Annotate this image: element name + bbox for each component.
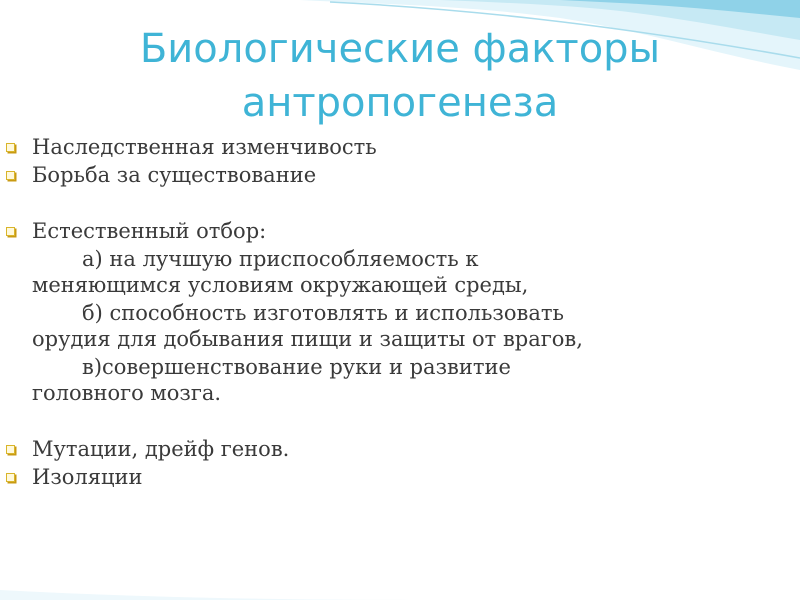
square-bullet-icon [6, 227, 15, 236]
title-line-2: антропогенеза [241, 80, 559, 126]
sub-item-b-line-2: орудия для добывания пищи и защиты от врагов, [32, 327, 583, 351]
list-item [32, 161, 316, 189]
list-item [32, 435, 289, 463]
square-bullet-icon [6, 171, 15, 180]
sub-item-text [32, 379, 221, 407]
wave-light-bottom [0, 590, 420, 600]
sub-item-a-line-1: а) на лучшую приспособляемость к [82, 247, 479, 271]
square-bullet-icon [6, 473, 15, 482]
square-bullet-icon [6, 445, 15, 454]
list-item [32, 217, 266, 245]
sub-item-text [32, 271, 528, 299]
sub-item-text [32, 299, 564, 327]
list-item [32, 133, 377, 161]
sub-item-c-line-1: в)совершенствование руки и развитие [82, 355, 511, 379]
sub-item-c-line-2: головного мозга. [32, 381, 222, 405]
slide-title [40, 22, 760, 130]
list-item-text: Изоляции [32, 465, 143, 489]
list-item-text: Наследственная изменчивость [32, 135, 377, 159]
list-item-text: Борьба за существование [32, 163, 317, 187]
list-item-text: Мутации, дрейф генов. [32, 437, 290, 461]
list-item-text: Естественный отбор: [32, 219, 267, 243]
square-bullet-icon [6, 143, 15, 152]
sub-item-b-line-1: б) способность изготовлять и использовать [82, 301, 564, 325]
sub-item-a-line-2: меняющимся условиям окружающей среды, [32, 273, 529, 297]
sub-item-text [32, 325, 583, 353]
sub-item-text [32, 353, 511, 381]
list-item [32, 463, 143, 491]
title-line-1: Биологические факторы [139, 26, 661, 72]
sub-item-text [32, 245, 479, 273]
